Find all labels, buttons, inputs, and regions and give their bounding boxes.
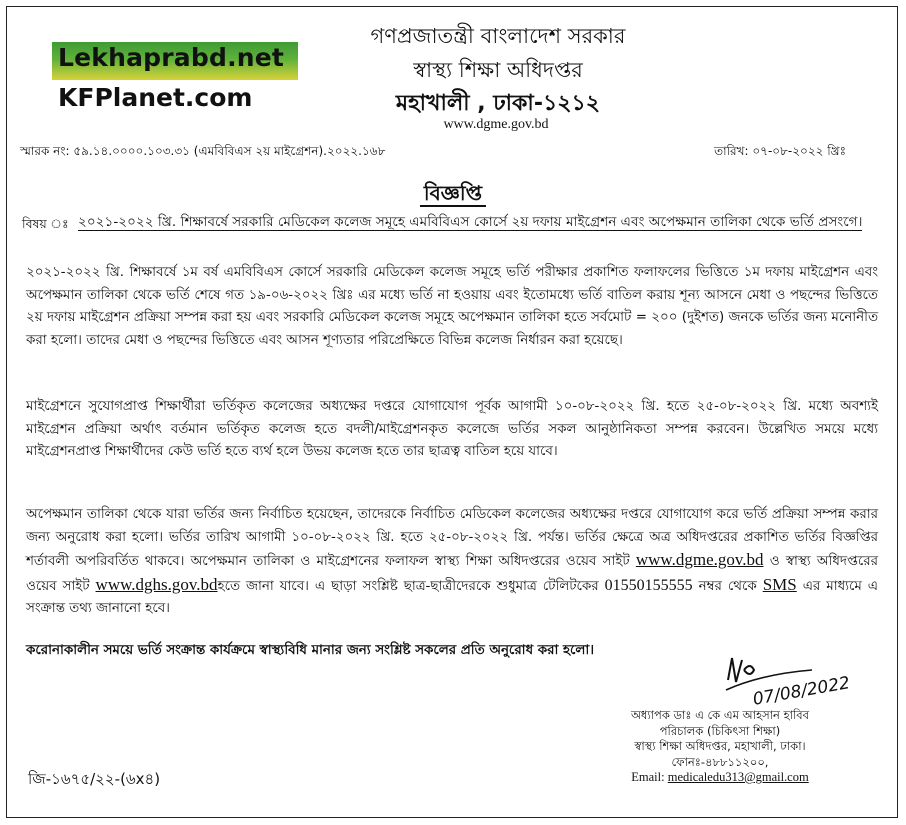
website-link[interactable]: www.dgme.gov.bd bbox=[443, 117, 549, 132]
subject-text: ২০২১-২০২২ খ্রি. শিক্ষাবর্ষে সরকারি মেডিকেল কলেজ সমূহে এমবিবিএস কোর্সে ২য় দফায় মাইগ্রেশন এবং অপেক্ষমান তালিকা থেকে ভর্তি প্রসংগে। bbox=[78, 214, 863, 230]
dgme-website-link[interactable]: www.dgme.gov.bd bbox=[635, 550, 764, 569]
signatory-email-row bbox=[560, 770, 880, 786]
memo-number: স্মারক নং: ৫৯.১৪.০০০০.১০৩.৩১ (এমবিবিএস ২য় মাইগ্রেশন).২০২২.১৬৮ bbox=[20, 144, 386, 158]
handwritten-signature bbox=[722, 640, 872, 710]
paragraph-3 bbox=[26, 504, 878, 621]
notice-title bbox=[0, 179, 906, 212]
signatory-email[interactable]: medicaledu313@gmail.com bbox=[667, 770, 809, 784]
paragraph-1: ২০২১-২০২২ খ্রি. শিক্ষাবর্ষে ১ম বর্ষ এমবিবিএস কোর্সে সরকারি মেডিকেল কলেজ সমূহে ভর্তি পরীক্ষার প্রকাশিত ফলাফলের ভিত্তিতে ১ম দফায় মাইগ্রেশন এবং অপেক্ষমান তালিকা থেকে ভর্তি শেষে গত ১৯-০৬-২০২২ খ্রিঃ এর মধ্যে ভর্তি না হওয়ায় এবং ইতোমধ্যে ভর্তি বাতিল করায় শূন্য আসনে মেধা ও পছন্দের ভিত্তিতে ২য় দফায় মাইগ্রেশন প্রক্রিয়া সম্পন্ন করা হয় এবং সরকারি মেডিকেল কলেজ সমূহে অপেক্ষমান তালিকা হতে সর্বমোট = ২০০ (দুইশত) জনকে ভর্তির জন্য মনোনীত করা হলো। তাদের মেধা ও পছন্দের ভিত্তিতে এবং আসন শূণ্যতার পরিপ্রেক্ষিতে বিভিন্ন কলেজ নির্ধারন করা হয়েছে। bbox=[26, 265, 878, 348]
subject-label: বিষয় ঃ bbox=[22, 216, 69, 231]
dghs-website-link[interactable]: www.dghs.gov.bd bbox=[95, 574, 218, 594]
government-heading: গণপ্রজাতন্ত্রী বাংলাদেশ সরকার bbox=[370, 24, 626, 48]
paragraph-3-part-c: হতে জানা যাবে। এ ছাড়া সংশ্লিষ্ট ছাত্র-ছাত্রীদেরকে শুধুমাত্র টেলিটকের bbox=[217, 578, 599, 594]
sms-label: SMS bbox=[762, 574, 797, 594]
teletalk-number: 01550155555 bbox=[604, 576, 693, 594]
notice-title-text: বিজ্ঞপ্তি bbox=[420, 181, 486, 207]
paragraph-3-part-e: এর মাধ্যমে এ সংক্রান্ত তথ্য জানানো হবে। bbox=[26, 578, 878, 616]
email-label: Email: bbox=[631, 770, 665, 784]
signatory-block bbox=[560, 708, 880, 786]
covid-request: করোনাকালীন সময়ে ভর্তি সংক্রান্ত কার্যক্রমে স্বাস্থ্যবিধি মানার জন্য সংশ্লিষ্ট সকলের প্রতি অনুরোধ করা হলো। bbox=[26, 643, 595, 658]
address-heading: মহাখালী , ঢাকা-১২১২ bbox=[395, 91, 601, 116]
paragraph-3-part-d: নম্বর থেকে bbox=[698, 578, 757, 594]
paragraph-3-part-a: অপেক্ষমান তালিকা থেকে যারা ভর্তির জন্য নির্বাচিত হয়েছেন, তাদেরকে নির্বাচিত মেডিকেল কলেজের অধ্যক্ষের দপ্তরে যোগাযোগ করে ভর্তি প্রক্রিয়া সম্পন্ন করার জন্য অনুরোধ করা হলো। ভর্তির তারিখ আগামী ১০-০৮-২০২২ খ্রি. হতে ২৫-০৮-২০২২ খ্রি. পর্যন্ত। ভর্তির ক্ষেত্রে অত্র অধিদপ্তরের প্রকাশিত ভর্তির বিজ্ঞপ্তির শর্তাবলী অপরিবর্তিত থাকবে। অপেক্ষমান তালিকা ও মাইগ্রেশনের ফলাফল স্বাস্থ্য শিক্ষা অধিদপ্তরের ওয়েব সাইট bbox=[26, 507, 878, 569]
signatory-phone: ফোনঃ-৪৮৮১১২০০, bbox=[671, 754, 769, 769]
signatory-name: অধ্যাপক ডাঃ এ কে এম আহসান হাবিব bbox=[630, 708, 810, 722]
subject-line bbox=[78, 212, 878, 233]
watermark-line2: KFPlanet.com bbox=[58, 83, 253, 112]
signatory-designation: পরিচালক (চিকিৎসা শিক্ষা) bbox=[659, 723, 781, 738]
signatory-office: স্বাস্থ্য শিক্ষা অধিদপ্তর, মহাখালী, ঢাকা। bbox=[634, 739, 806, 753]
department-heading: স্বাস্থ্য শিক্ষা অধিদপ্তর bbox=[413, 58, 583, 82]
footer-code: জি-১৬৭৫/২২-(৬x৪) bbox=[28, 770, 161, 788]
notice-date: তারিখ: ০৭-০৮-২০২২ খ্রিঃ bbox=[714, 144, 846, 158]
watermark-line1: Lekhaprabd.net bbox=[58, 43, 285, 72]
signature-date: 07/08/2022 bbox=[751, 673, 852, 710]
paragraph-2: মাইগ্রেশনে সুযোগপ্রাপ্ত শিক্ষার্থীরা ভর্তিকৃত কলেজের অধ্যক্ষের দপ্তরে যোগাযোগ পূর্বক আগামী ১০-০৮-২০২২ খ্রি. হতে ২৫-০৮-২০২২ খ্রি. মধ্যে অবশ্যই মাইগ্রেশন প্রক্রিয়া অর্থাৎ বর্তমান ভর্তিকৃত কলেজ হতে বদলী/মাইগ্রেশনকৃত কলেজে ভর্তির সকল আনুষ্ঠানিকতা সম্পন্ন করবেন। উল্লেখিত সময়ে মধ্যে মাইগ্রেশনপ্রাপ্ত শিক্ষার্থীদের কেউ ভর্তি হতে ব্যর্থ হলে উভয় কলেজ হতে তার ছাত্রত্ব বাতিল হয়ে যাবে। bbox=[26, 399, 879, 459]
paragraph-3-part-b: ও স্বাস্থ্য অধিদপ্তরের ওয়েব সাইট bbox=[26, 554, 878, 594]
